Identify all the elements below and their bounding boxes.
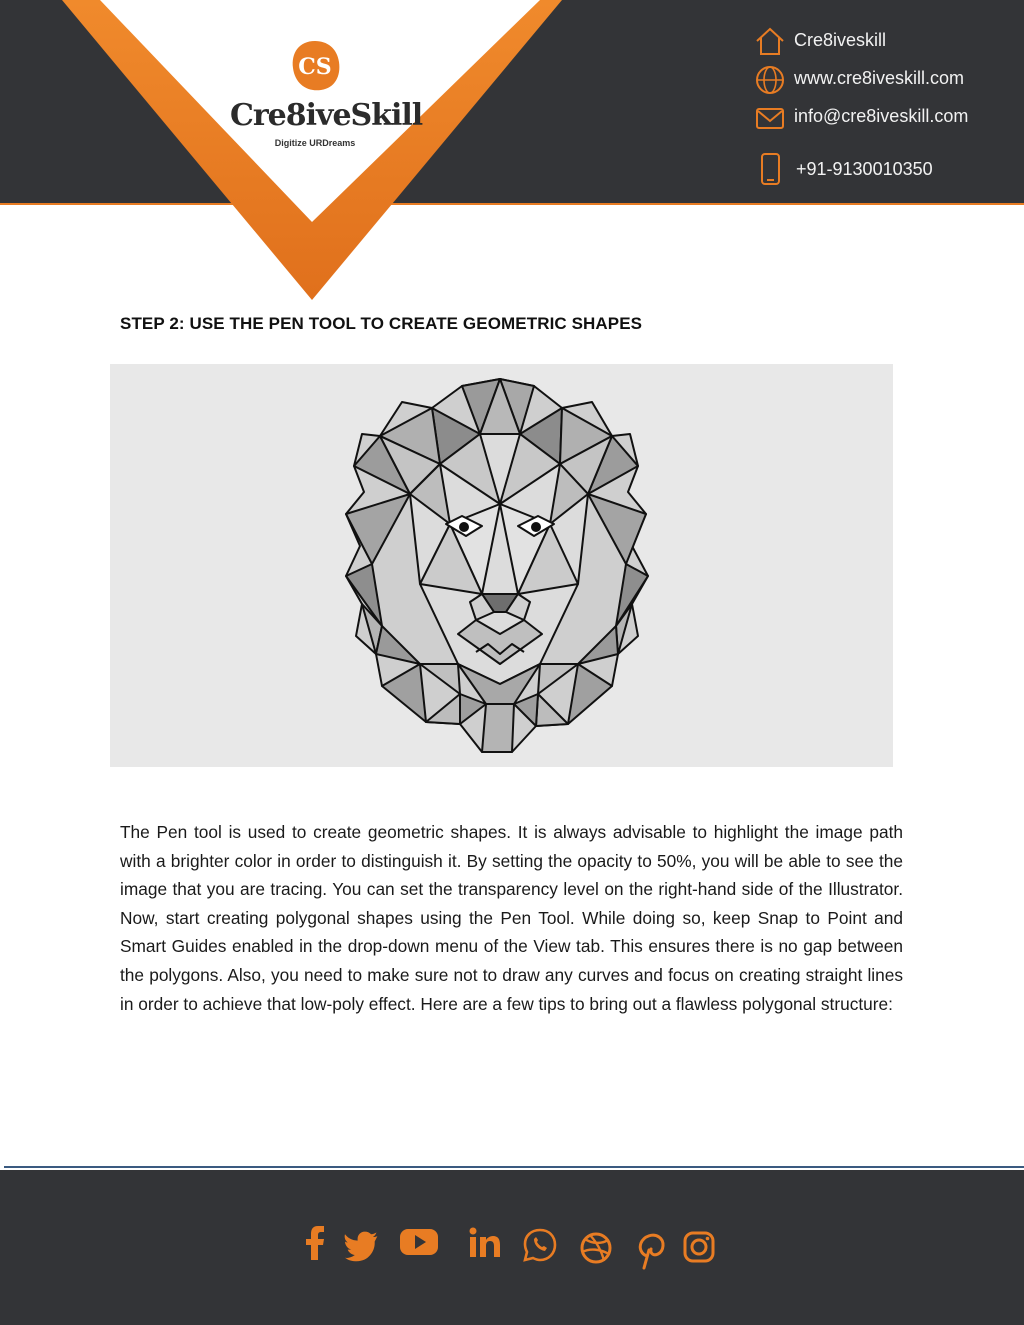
instagram-icon[interactable]	[682, 1230, 722, 1270]
youtube-icon[interactable]	[398, 1222, 440, 1262]
twitter-icon[interactable]	[342, 1228, 382, 1268]
body-paragraph: The Pen tool is used to create geometric shapes. It is always advisable to highlight the image path with a brighter color in order to distinguish it. By setting the opacity to 50%, you will be able to see the image that you are tracing. You can set the transparency level on the right-hand side of the Illustrator. Now, start creating polygonal shapes using the Pen Tool. While doing so, keep Snap to Point and Smart Guides enabled in the drop-down menu of the View tab. This ensures there is no gap between the polygons. Also, you need to make sure not to draw any curves and focus on creating straight lines in order to achieve that low-poly effect. Here are a few tips to bring out a flawless polygonal structure:	[120, 822, 903, 1014]
home-icon	[754, 26, 786, 58]
linkedin-icon[interactable]	[466, 1224, 506, 1264]
svg-text:CS: CS	[298, 54, 332, 80]
globe-icon	[754, 64, 786, 96]
footer-divider	[4, 1166, 1024, 1168]
dribbble-icon[interactable]	[578, 1230, 618, 1270]
contact-company-text: Cre8iveskill	[794, 30, 887, 50]
facebook-icon[interactable]	[296, 1224, 336, 1264]
brand-tagline: Digitize URDreams	[274, 138, 356, 148]
lion-illustration	[110, 364, 893, 767]
brand-logo[interactable]	[230, 34, 423, 154]
whatsapp-icon[interactable]	[522, 1226, 562, 1266]
step-title: STEP 2: USE THE PEN TOOL TO CREATE GEOMETRIC SHAPES	[120, 314, 643, 333]
brand-wordmark: Cre8iveSkill	[230, 98, 423, 133]
contact-website-text: www.cre8iveskill.com	[794, 68, 965, 88]
contact-website[interactable]	[754, 64, 1014, 98]
footer-bar	[0, 1170, 1024, 1325]
contact-company[interactable]	[754, 26, 1014, 60]
contact-email[interactable]	[754, 102, 1014, 136]
cs-logo-icon	[287, 38, 343, 94]
pinterest-icon[interactable]	[634, 1230, 674, 1270]
contact-email-text: info@cre8iveskill.com	[794, 106, 969, 126]
contact-phone-text: +91-9130010350	[796, 159, 933, 179]
contact-phone[interactable]	[754, 153, 1014, 187]
low-poly-lion-image	[110, 364, 893, 767]
mail-icon	[754, 102, 786, 134]
phone-icon	[754, 153, 786, 185]
